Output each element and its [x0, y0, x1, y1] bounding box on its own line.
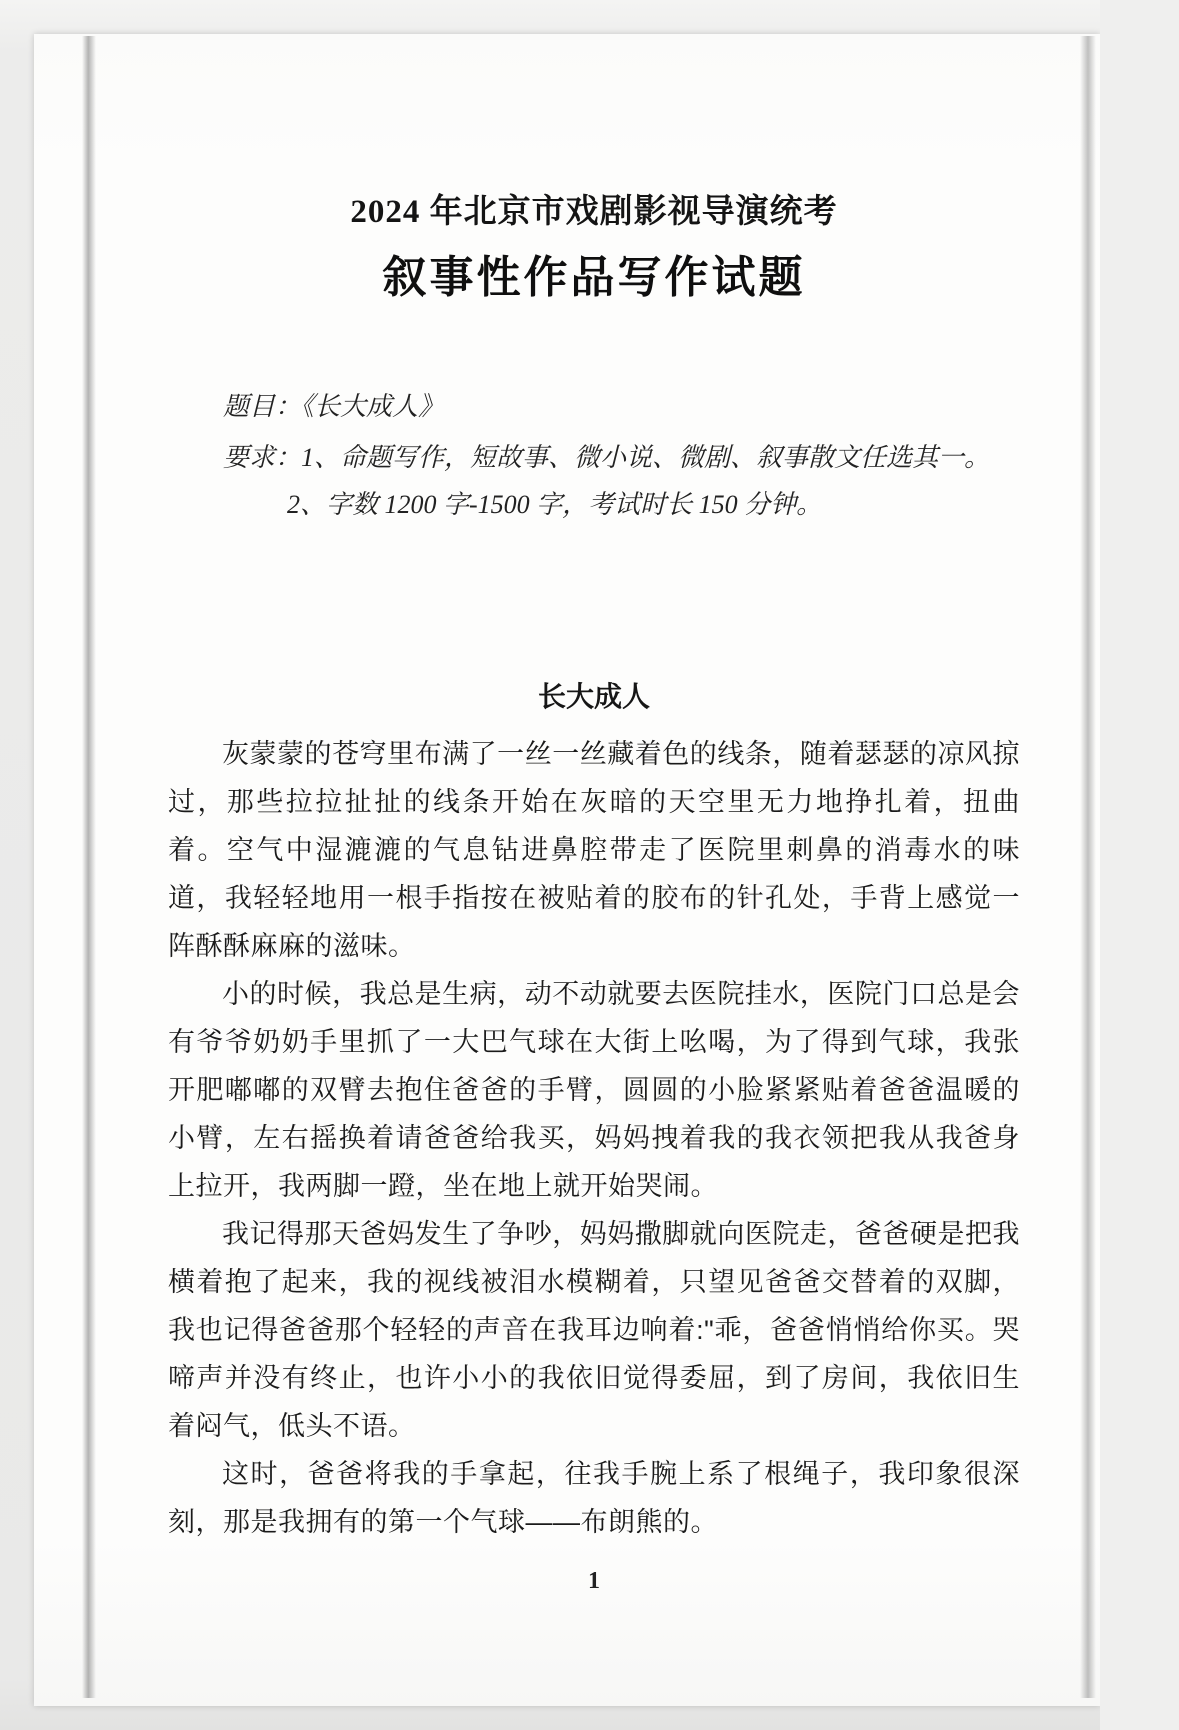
exam-subtitle: 叙事性作品写作试题	[382, 253, 806, 302]
essay-title: 长大成人	[537, 681, 650, 712]
page-content	[34, 34, 1100, 1706]
essay-paragraph: 灰蒙蒙的苍穹里布满了一丝一丝藏着色的线条，随着瑟瑟的凉风掠过，那些拉拉扯扯的线条开始在灰暗的天空里无力地挣扎着，扭曲着。空气中湿漉漉的气息钻进鼻腔带走了医院里刺鼻的消毒水的味道，我轻轻地用一根手指按在被贴着的胶布的针孔处，手背上感觉一阵酥酥麻麻的滋味。	[168, 739, 1020, 961]
essay-block	[168, 678, 1020, 1546]
essay-paragraph: 这时，爸爸将我的手拿起，往我手腕上系了根绳子，我印象很深刻，那是我拥有的第一个气球——布朗熊的。	[168, 1459, 1020, 1537]
exam-title: 2024 年北京市戏剧影视导演统考	[350, 194, 838, 230]
essay-paragraph: 我记得那天爸妈发生了争吵，妈妈撒脚就向医院走，爸爸硬是把我横着抱了起来，我的视线被泪水模糊着，只望见爸爸交替着的双脚，我也记得爸爸那个轻轻的声音在我耳边响着:"乖，爸爸悄悄给你买。哭啼声并没有终止，也许小小的我依旧觉得委屈，到了房间，我依旧生着闷气，低头不语。	[168, 1219, 1020, 1441]
essay-paragraph: 小的时候，我总是生病，动不动就要去医院挂水，医院门口总是会有爷爷奶奶手里抓了一大巴气球在大街上吆喝，为了得到气球，我张开肥嘟嘟的双臂去抱住爸爸的手臂，圆圆的小脸紧紧贴着爸爸温暖的小臂，左右摇换着请爸爸给我买，妈妈拽着我的我衣领把我从我爸身上拉开，我两脚一蹬，坐在地上就开始哭闹。	[168, 979, 1020, 1201]
prompt-block	[223, 390, 1020, 522]
photo-margin-right	[1100, 0, 1179, 1730]
prompt-topic: 题目：《长大成人》	[223, 392, 445, 421]
page-number: 1	[588, 1568, 600, 1594]
prompt-requirement-1: 要求：1、命题写作，短故事、微小说、微剧、叙事散文任选其一。	[223, 443, 991, 472]
essay-body	[168, 730, 1020, 1546]
paper-sheet	[34, 34, 1100, 1706]
prompt-requirement-2: 2、字数 1200 字-1500 字，考试时长 150 分钟。	[287, 490, 823, 519]
